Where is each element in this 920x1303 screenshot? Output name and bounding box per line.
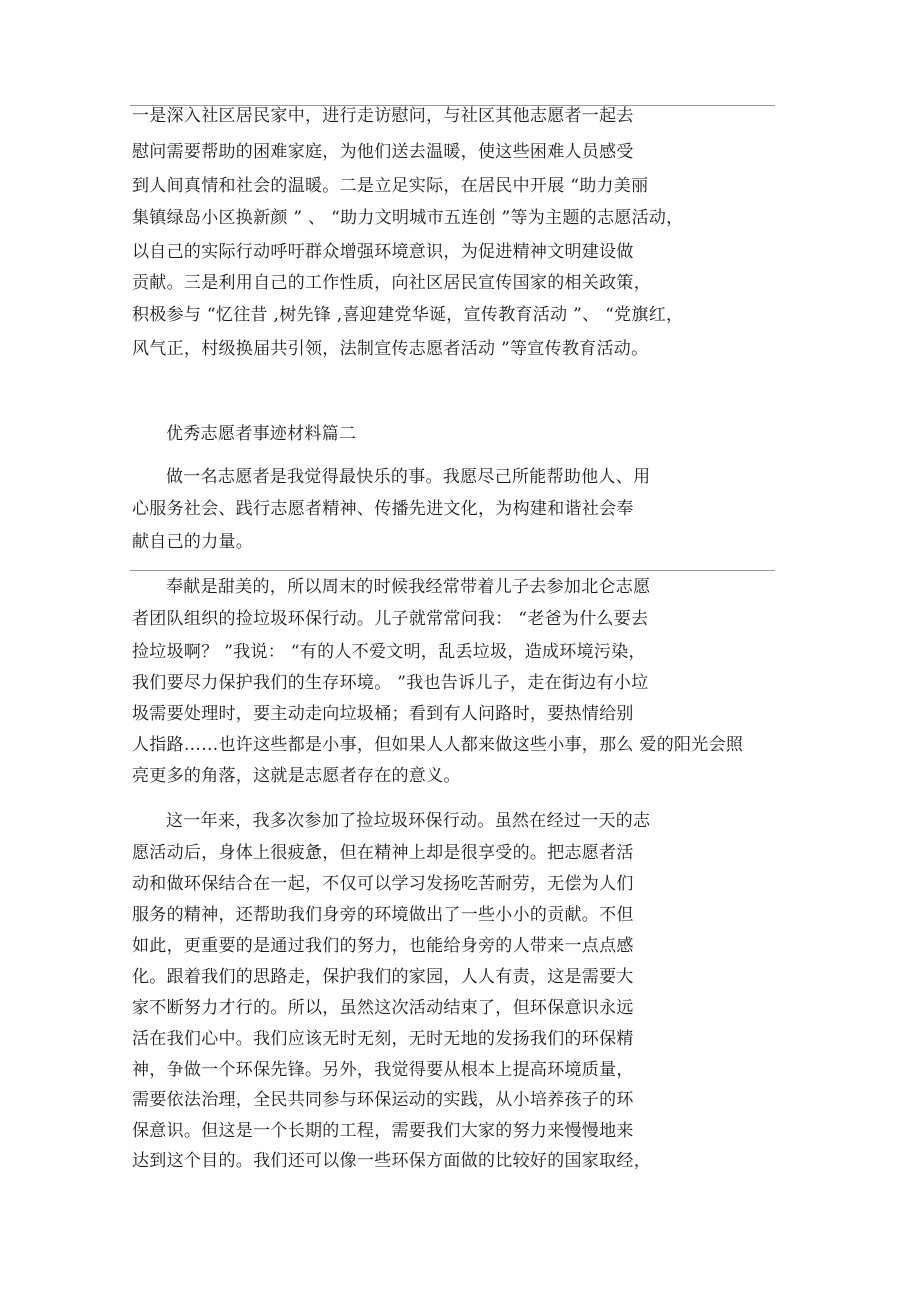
paragraph-line: 活在我们心中。我们应该无时无刻，无时无地的发扬我们的环保精: [132, 1029, 634, 1049]
paragraph-line: 亮更多的角落，这就是志愿者存在的意义。: [132, 766, 461, 786]
horizontal-rule-middle: [130, 570, 775, 571]
paragraph-line: 心服务社会、践行志愿者精神、传播先进文化，为构建和谐社会奉: [132, 499, 634, 519]
paragraph-line: 如此，更重要的是通过我们的努力，也能给身旁的人带来一点点感: [132, 936, 634, 956]
paragraph-line: 保意识。但这是一个长期的工程，需要我们大家的努力来慢慢地来: [132, 1121, 634, 1141]
paragraph-line: 到人间真情和社会的温暖。二是立足实际，在居民中开展 “助力美丽: [132, 176, 649, 196]
paragraph-line: 献自己的力量。: [132, 532, 254, 552]
paragraph-line: 集镇绿岛小区换新颜 ” 、 “助力文明城市五连创 ”等为主题的志愿活动，: [132, 208, 684, 228]
paragraph-line: 动和做环保结合在一起，不仅可以学习发扬吃苦耐劳，无偿为人们: [132, 874, 634, 894]
paragraph-line: 这一年来，我多次参加了捡垃圾环保行动。虽然在经过一天的志: [166, 811, 651, 831]
paragraph-line: 奉献是甜美的，所以周末的时候我经常带着儿子去参加北仑志愿: [166, 577, 651, 597]
section-title: 优秀志愿者事迹材料篇二: [166, 424, 357, 444]
paragraph-line: 风气正，村级换届共引领，法制宣传志愿者活动 ”等宣传教育活动。: [132, 339, 649, 359]
paragraph-line: 人指路……也许这些都是小事，但如果人人都来做这些小事，那么 爱的阳光会照: [132, 735, 744, 755]
paragraph-line: 积极参与 “忆往昔 ,树先锋 ,喜迎建党华诞，宣传教育活动 ”、 “党旗红，: [132, 305, 684, 325]
paragraph-line: 做一名志愿者是我觉得最快乐的事。我愿尽己所能帮助他人、用: [166, 467, 651, 487]
paragraph-line: 服务的精神，还帮助我们身旁的环境做出了一些小小的贡献。不但: [132, 905, 634, 925]
paragraph-line: 达到这个目的。我们还可以像一些环保方面做的比较好的国家取经，: [132, 1151, 651, 1171]
paragraph-line: 贡献。三是利用自己的工作性质，向社区居民宣传国家的相关政策，: [132, 273, 651, 293]
paragraph-line: 以自己的实际行动呼吁群众增强环境意识，为促进精神文明建设做: [132, 242, 634, 262]
paragraph-line: 愿活动后，身体上很疲惫，但在精神上却是很享受的。把志愿者活: [132, 843, 634, 863]
paragraph-line: 需要依法治理，全民共同参与环保运动的实践，从小培养孩子的环: [132, 1090, 634, 1110]
paragraph-line: 圾需要处理时，要主动走向垃圾桶；看到有人问路时，要热情给别: [132, 704, 634, 724]
paragraph-line: 者团队组织的捡垃圾环保行动。儿子就常常问我： “老爸为什么要去: [132, 609, 649, 629]
paragraph-line: 化。跟着我们的思路走，保护我们的家园，人人有责，这是需要大: [132, 967, 634, 987]
paragraph-line: 家不断努力才行的。所以，虽然这次活动结束了，但环保意识永远: [132, 998, 634, 1018]
paragraph-line: 捡垃圾啊？ ”我说： “有的人不爱文明，乱丢垃圾，造成环境污染，: [132, 642, 646, 662]
paragraph-line: 我们要尽力保护我们的生存环境。 ”我也告诉儿子，走在街边有小垃: [132, 673, 649, 693]
paragraph-line: 一是深入社区居民家中，进行走访慰问，与社区其他志愿者一起去: [132, 106, 634, 126]
paragraph-line: 慰问需要帮助的困难家庭，为他们送去温暖，使这些困难人员感受: [132, 142, 634, 162]
paragraph-line: 神，争做一个环保先锋。另外，我觉得要从根本上提高环境质量，: [132, 1060, 634, 1080]
